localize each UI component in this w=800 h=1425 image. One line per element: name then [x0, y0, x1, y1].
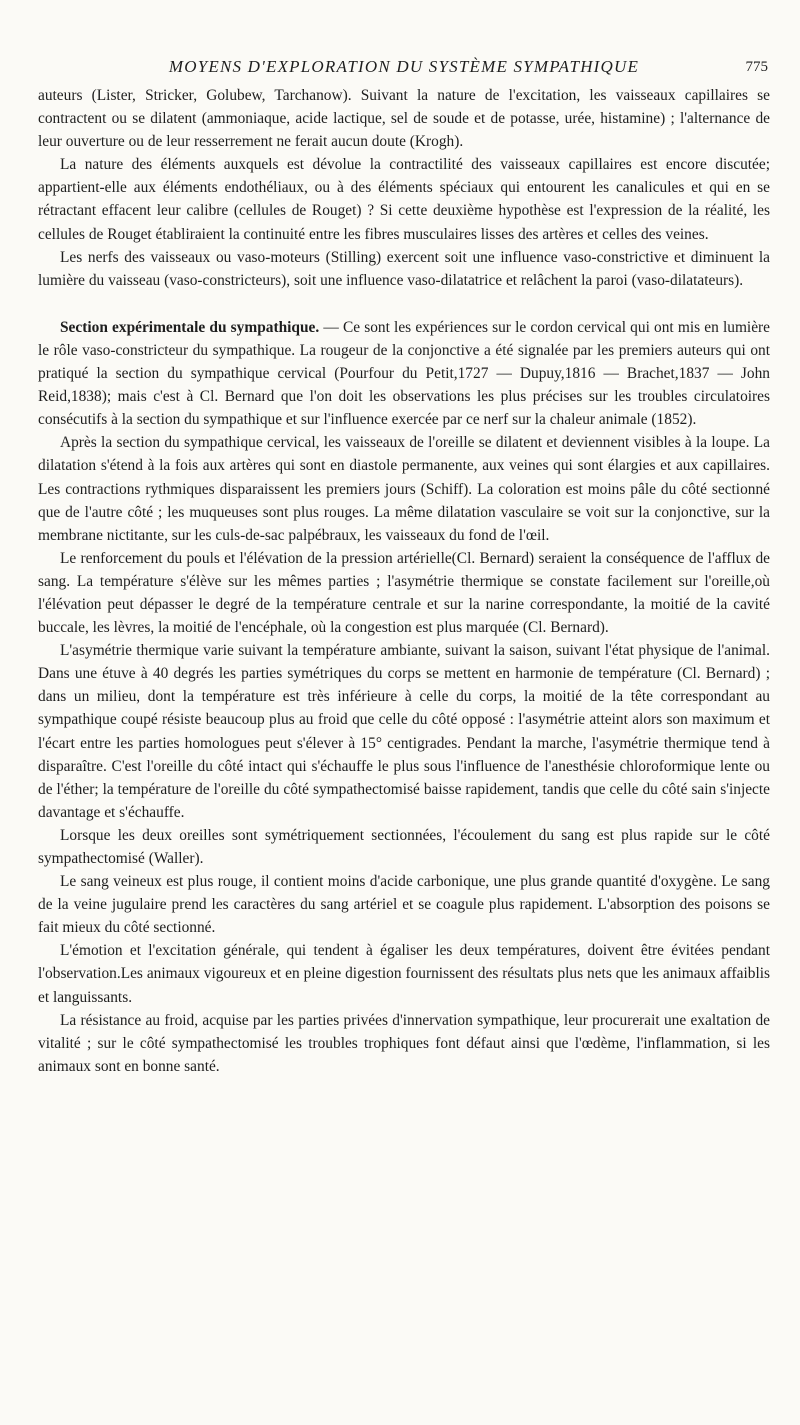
running-title: MOYENS D'EXPLORATION DU SYSTÈME SYMPATHIQUE — [168, 57, 640, 76]
section-lead-text: — Ce sont les expériences sur le cordon cervical qui ont mis en lumière le rôle vaso-constricteur du sympathique. La rougeur de la conjonctive a été signalée par les premiers auteurs qui ont pratiqué la section du sympathique cervical (Pourfour du Petit,1727 — Dupuy,1816 — Brachet,1837 — John Reid,1838); mais c'est à Cl. Bernard que l'on doit les observations les plus précises sur les troubles circulatoires consécutifs à la section du sympathique et sur l'influence exercée par ce nerf sur la chaleur animale (1852). — [38, 318, 770, 429]
paragraph: Le renforcement du pouls et l'élévation de la pression artérielle(Cl. Bernard) seraient la conséquence de l'afflux de sang. La température s'élève sur les mêmes parties ; l'asymétrie thermique se constate facilement sur l'oreille,où l'élévation peut dépasser le degré de la température centrale et sur la narine correspondante, la moitié de la cavité buccale, les lèvres, la moitié de l'encéphale, où la congestion est plus marquée (Cl. Bernard). — [38, 549, 770, 637]
paragraph: Après la section du sympathique cervical, les vaisseaux de l'oreille se dilatent et deviennent visibles à la loupe. La dilatation s'étend à la fois aux artères qui sont en diastole permanente, aux veines qui sont élargies et aux capillaires. Les contractions rythmiques disparaissent les premiers jours (Schiff). La coloration est moins pâle du côté sectionné que de l'autre côté ; les muqueuses sont plus rouges. La même dilatation vasculaire se voit sur la conjonctive, sur la membrane nictitante, sur les culs-de-sac palpébraux, les vaisseaux du fond de l'œil. — [38, 434, 770, 544]
body-text — [38, 84, 770, 1078]
page-number: 775 — [745, 59, 768, 75]
paragraph: Lorsque les deux oreilles sont symétriquement sectionnées, l'écoulement du sang est plus rapide sur le côté sympathectomisé (Waller). — [38, 826, 770, 867]
paragraph: La nature des éléments auxquels est dévolue la contractilité des vaisseaux capillaires est encore discutée; appartient-elle aux éléments endothéliaux, ou à des éléments spéciaux qui entourent les canalicules et qui en se rétractant effacent leur calibre (cellules de Rouget) ? Si cette deuxième hypothèse est l'expression de la réalité, les cellules de Rouget établiraient la continuité entre les fibres musculaires lisses des artères et celles des veines. — [38, 156, 770, 243]
section-paragraph — [38, 316, 770, 431]
paragraph: L'asymétrie thermique varie suivant la température ambiante, suivant la saison, suivant l'état physique de l'animal. Dans une étuve à 40 degrés les parties symétriques du corps se mettent en harmonie de température (Cl. Bernard) ; dans un milieu, dont la température est très inférieure à celle du corps, la moitié de la tête correspondant au sympathique coupé résiste beaucoup plus au froid que celle du côté opposé : l'asymétrie atteint alors son maximum et l'écart entre les parties homologues peut s'élever à 15° centigrades. Pendant la marche, l'asymétrie thermique tend à disparaître. C'est l'oreille du côté intact qui s'échauffe le plus sous l'influence de l'anesthésie chloroformique lente ou de l'éther; la température de l'oreille du côté sympathectomisé baisse rapidement, tandis que celle du côté sain s'injecte davantage et s'échauffe. — [38, 642, 770, 821]
paragraph-continued: auteurs (Lister, Stricker, Golubew, Tarchanow). Suivant la nature de l'excitation, les vaisseaux capillaires se contractent ou se dilatent (ammoniaque, acide lactique, sel de soude et de potasse, urée, histamine) ; l'alternance de leur ouverture ou de leur resserrement ne ferait aucun doute (Krogh). — [38, 87, 770, 151]
paragraph: L'émotion et l'excitation générale, qui tendent à égaliser les deux températures, doivent être évitées pendant l'observation.Les animaux vigoureux et en pleine digestion fournissent des résultats plus nets que les animaux affaiblis et languissants. — [38, 942, 770, 1006]
running-header — [38, 50, 770, 84]
section-title: Section expérimentale du sympathique. — [60, 318, 320, 336]
paragraph: La résistance au froid, acquise par les parties privées d'innervation sympathique, leur procurerait une exaltation de vitalité ; sur le côté sympathectomisé les troubles trophiques font défaut ainsi que l'œdème, l'inflammation, si les animaux sont en bonne santé. — [38, 1011, 770, 1075]
paragraph: Le sang veineux est plus rouge, il contient moins d'acide carbonique, une plus grande quantité d'oxygène. Le sang de la veine jugulaire prend les caractères du sang artériel et se coagule plus rapidement. L'absorption des poisons se fait mieux du côté sectionné. — [38, 873, 770, 937]
paragraph: Les nerfs des vaisseaux ou vaso-moteurs (Stilling) exercent soit une influence vaso-constrictive et diminuent la lumière du vaisseau (vaso-constricteurs), soit une influence vaso-dilatatrice et relâchent la paroi (vaso-dilatateurs). — [38, 248, 770, 289]
